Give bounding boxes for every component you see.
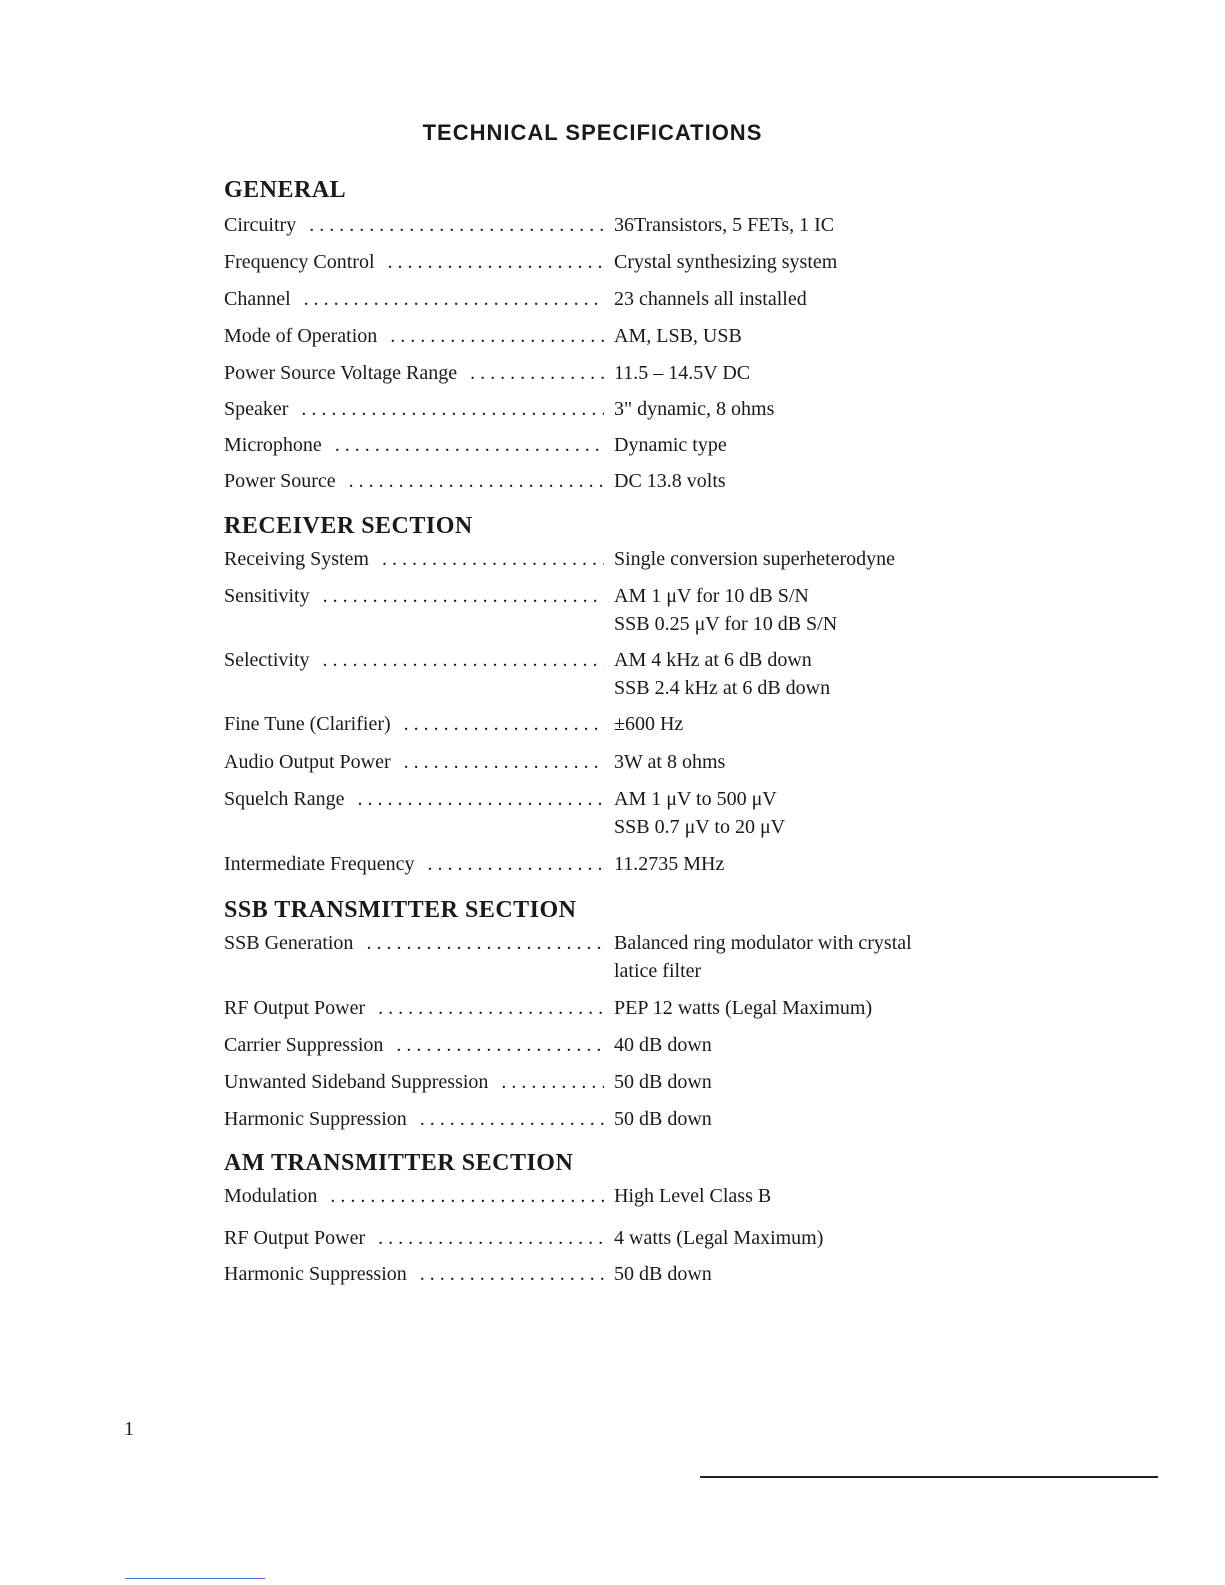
spec-label: Harmonic Suppression . . . (224, 1105, 604, 1133)
spec-label: Modulation . . . (224, 1182, 604, 1210)
spec-value: AM 1 μV for 10 dB S/N SSB 0.25 μV for 10 dB S/N (614, 585, 838, 635)
spec-value: 50 dB down (614, 1071, 712, 1093)
spec-label: Power Source . . . (224, 467, 604, 495)
spec-value: High Level Class B (614, 1185, 772, 1207)
spec-value: PEP 12 watts (Legal Maximum) (614, 997, 873, 1019)
spec-value: 50 dB down (614, 1263, 712, 1285)
scan-edge-mark (125, 1578, 265, 1579)
spec-value: DC 13.8 volts (614, 470, 726, 492)
spec-label: Circuitry . . . (224, 211, 604, 239)
spec-value: 3" dynamic, 8 ohms (614, 398, 775, 420)
spec-label: RF Output Power . . . (224, 994, 604, 1022)
spec-label: Receiving System . . . (224, 545, 604, 573)
spec-value: AM 1 μV to 500 μV SSB 0.7 μV to 20 μV (614, 788, 786, 838)
spec-label: RF Output Power . . . (224, 1224, 604, 1252)
spec-value: 11.5 – 14.5V DC (614, 362, 751, 384)
spec-label: Frequency Control . . . (224, 248, 604, 276)
spec-value: Balanced ring modulator with crystal latice filter (614, 932, 912, 982)
spec-label: Mode of Operation . . . (224, 322, 604, 350)
spec-value: 36Transistors, 5 FETs, 1 IC (614, 214, 835, 236)
spec-value: 3W at 8 ohms (614, 751, 726, 773)
section-heading-receiver: RECEIVER SECTION (224, 513, 473, 539)
spec-value: 11.2735 MHz (614, 853, 725, 875)
section-heading-ssb: SSB TRANSMITTER SECTION (224, 897, 577, 923)
spec-label: Speaker . . . (224, 395, 604, 423)
spec-label: Power Source Voltage Range . . . (224, 359, 604, 387)
section-heading-general: GENERAL (224, 177, 347, 203)
spec-label: Microphone . . . (224, 431, 604, 459)
spec-value: AM, LSB, USB (614, 325, 742, 347)
spec-label: SSB Generation . . . (224, 929, 604, 957)
spec-label: Audio Output Power . . . (224, 748, 604, 776)
spec-value: Crystal synthesizing system (614, 251, 838, 273)
spec-value: 50 dB down (614, 1108, 712, 1130)
spec-label: Selectivity . . . (224, 646, 604, 674)
spec-value: AM 4 kHz at 6 dB down SSB 2.4 kHz at 6 dB down (614, 649, 831, 699)
spec-label: Carrier Suppression . . . (224, 1031, 604, 1059)
spec-label: Sensitivity . . . (224, 582, 604, 610)
spec-value: Single conversion superheterodyne (614, 548, 896, 570)
spec-value: ±600 Hz (614, 713, 684, 735)
spec-label: Channel . . . (224, 285, 604, 313)
spec-value: 23 channels all installed (614, 288, 807, 310)
spec-value: 40 dB down (614, 1034, 712, 1056)
spec-label: Fine Tune (Clarifier) . . . (224, 710, 604, 738)
spec-label: Unwanted Sideband Suppression . . . (224, 1068, 604, 1096)
bottom-rule (700, 1476, 1158, 1478)
spec-value: 4 watts (Legal Maximum) (614, 1227, 824, 1249)
page-number: 1 (124, 1418, 134, 1440)
spec-value: Dynamic type (614, 434, 727, 456)
spec-label: Intermediate Frequency . . . (224, 850, 604, 878)
page-title: TECHNICAL SPECIFICATIONS (422, 120, 763, 145)
section-heading-am: AM TRANSMITTER SECTION (224, 1150, 574, 1176)
spec-label: Harmonic Suppression . . . (224, 1260, 604, 1288)
spec-label: Squelch Range . . . (224, 785, 604, 813)
